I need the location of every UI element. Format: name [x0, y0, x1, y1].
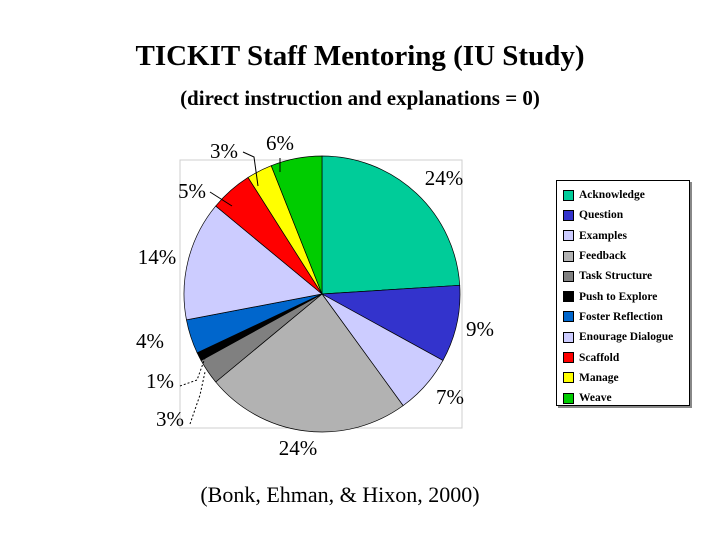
legend-label: Enourage Dialogue [579, 331, 674, 344]
legend-label: Manage [579, 371, 619, 384]
legend-swatch [563, 251, 574, 262]
slide-subtitle: (direct instruction and explanations = 0) [180, 86, 540, 110]
slice-label: 7% [436, 385, 464, 409]
legend-item [563, 368, 685, 388]
legend-item [563, 286, 685, 306]
pie-slices [184, 156, 460, 432]
legend-item [563, 327, 685, 347]
legend-item [563, 226, 685, 246]
slice-label: 1% [146, 369, 174, 393]
legend-swatch [563, 332, 574, 343]
slice-label: 5% [178, 179, 206, 203]
legend-label: Acknowledge [579, 189, 645, 202]
legend-swatch [563, 291, 574, 302]
slice-label: 24% [424, 166, 464, 190]
legend-label: Foster Reflection [579, 310, 663, 323]
legend-swatch [563, 271, 574, 282]
slice-label: 6% [266, 131, 294, 155]
slice-label: 14% [137, 245, 177, 269]
legend-item [563, 185, 685, 205]
legend-label: Task Structure [579, 270, 653, 283]
leader-line [190, 372, 205, 424]
legend-item [563, 266, 685, 286]
legend-swatch [563, 230, 574, 241]
slide-title: TICKIT Staff Mentoring (IU Study) [135, 40, 585, 72]
legend-swatch [563, 210, 574, 221]
chart-legend [556, 180, 690, 406]
slice-label: 9% [466, 317, 494, 341]
legend-item [563, 205, 685, 225]
legend-swatch [563, 393, 574, 404]
legend-swatch [563, 190, 574, 201]
leader-line [180, 358, 205, 386]
legend-item [563, 388, 685, 408]
legend-label: Question [579, 209, 624, 222]
legend-swatch [563, 372, 574, 383]
legend-label: Examples [579, 229, 627, 242]
legend-swatch [563, 311, 574, 322]
legend-item [563, 307, 685, 327]
slice-label: 3% [156, 407, 184, 431]
legend-item [563, 347, 685, 367]
legend-swatch [563, 352, 574, 363]
slice-label: 4% [136, 329, 164, 353]
legend-label: Feedback [579, 250, 627, 263]
slice-label: 3% [210, 139, 238, 163]
legend-label: Push to Explore [579, 290, 658, 303]
slice-label: 24% [278, 436, 318, 460]
legend-label: Scaffold [579, 351, 620, 364]
legend-label: Weave [579, 392, 612, 405]
citation: (Bonk, Ehman, & Hixon, 2000) [200, 482, 480, 507]
legend-item [563, 246, 685, 266]
